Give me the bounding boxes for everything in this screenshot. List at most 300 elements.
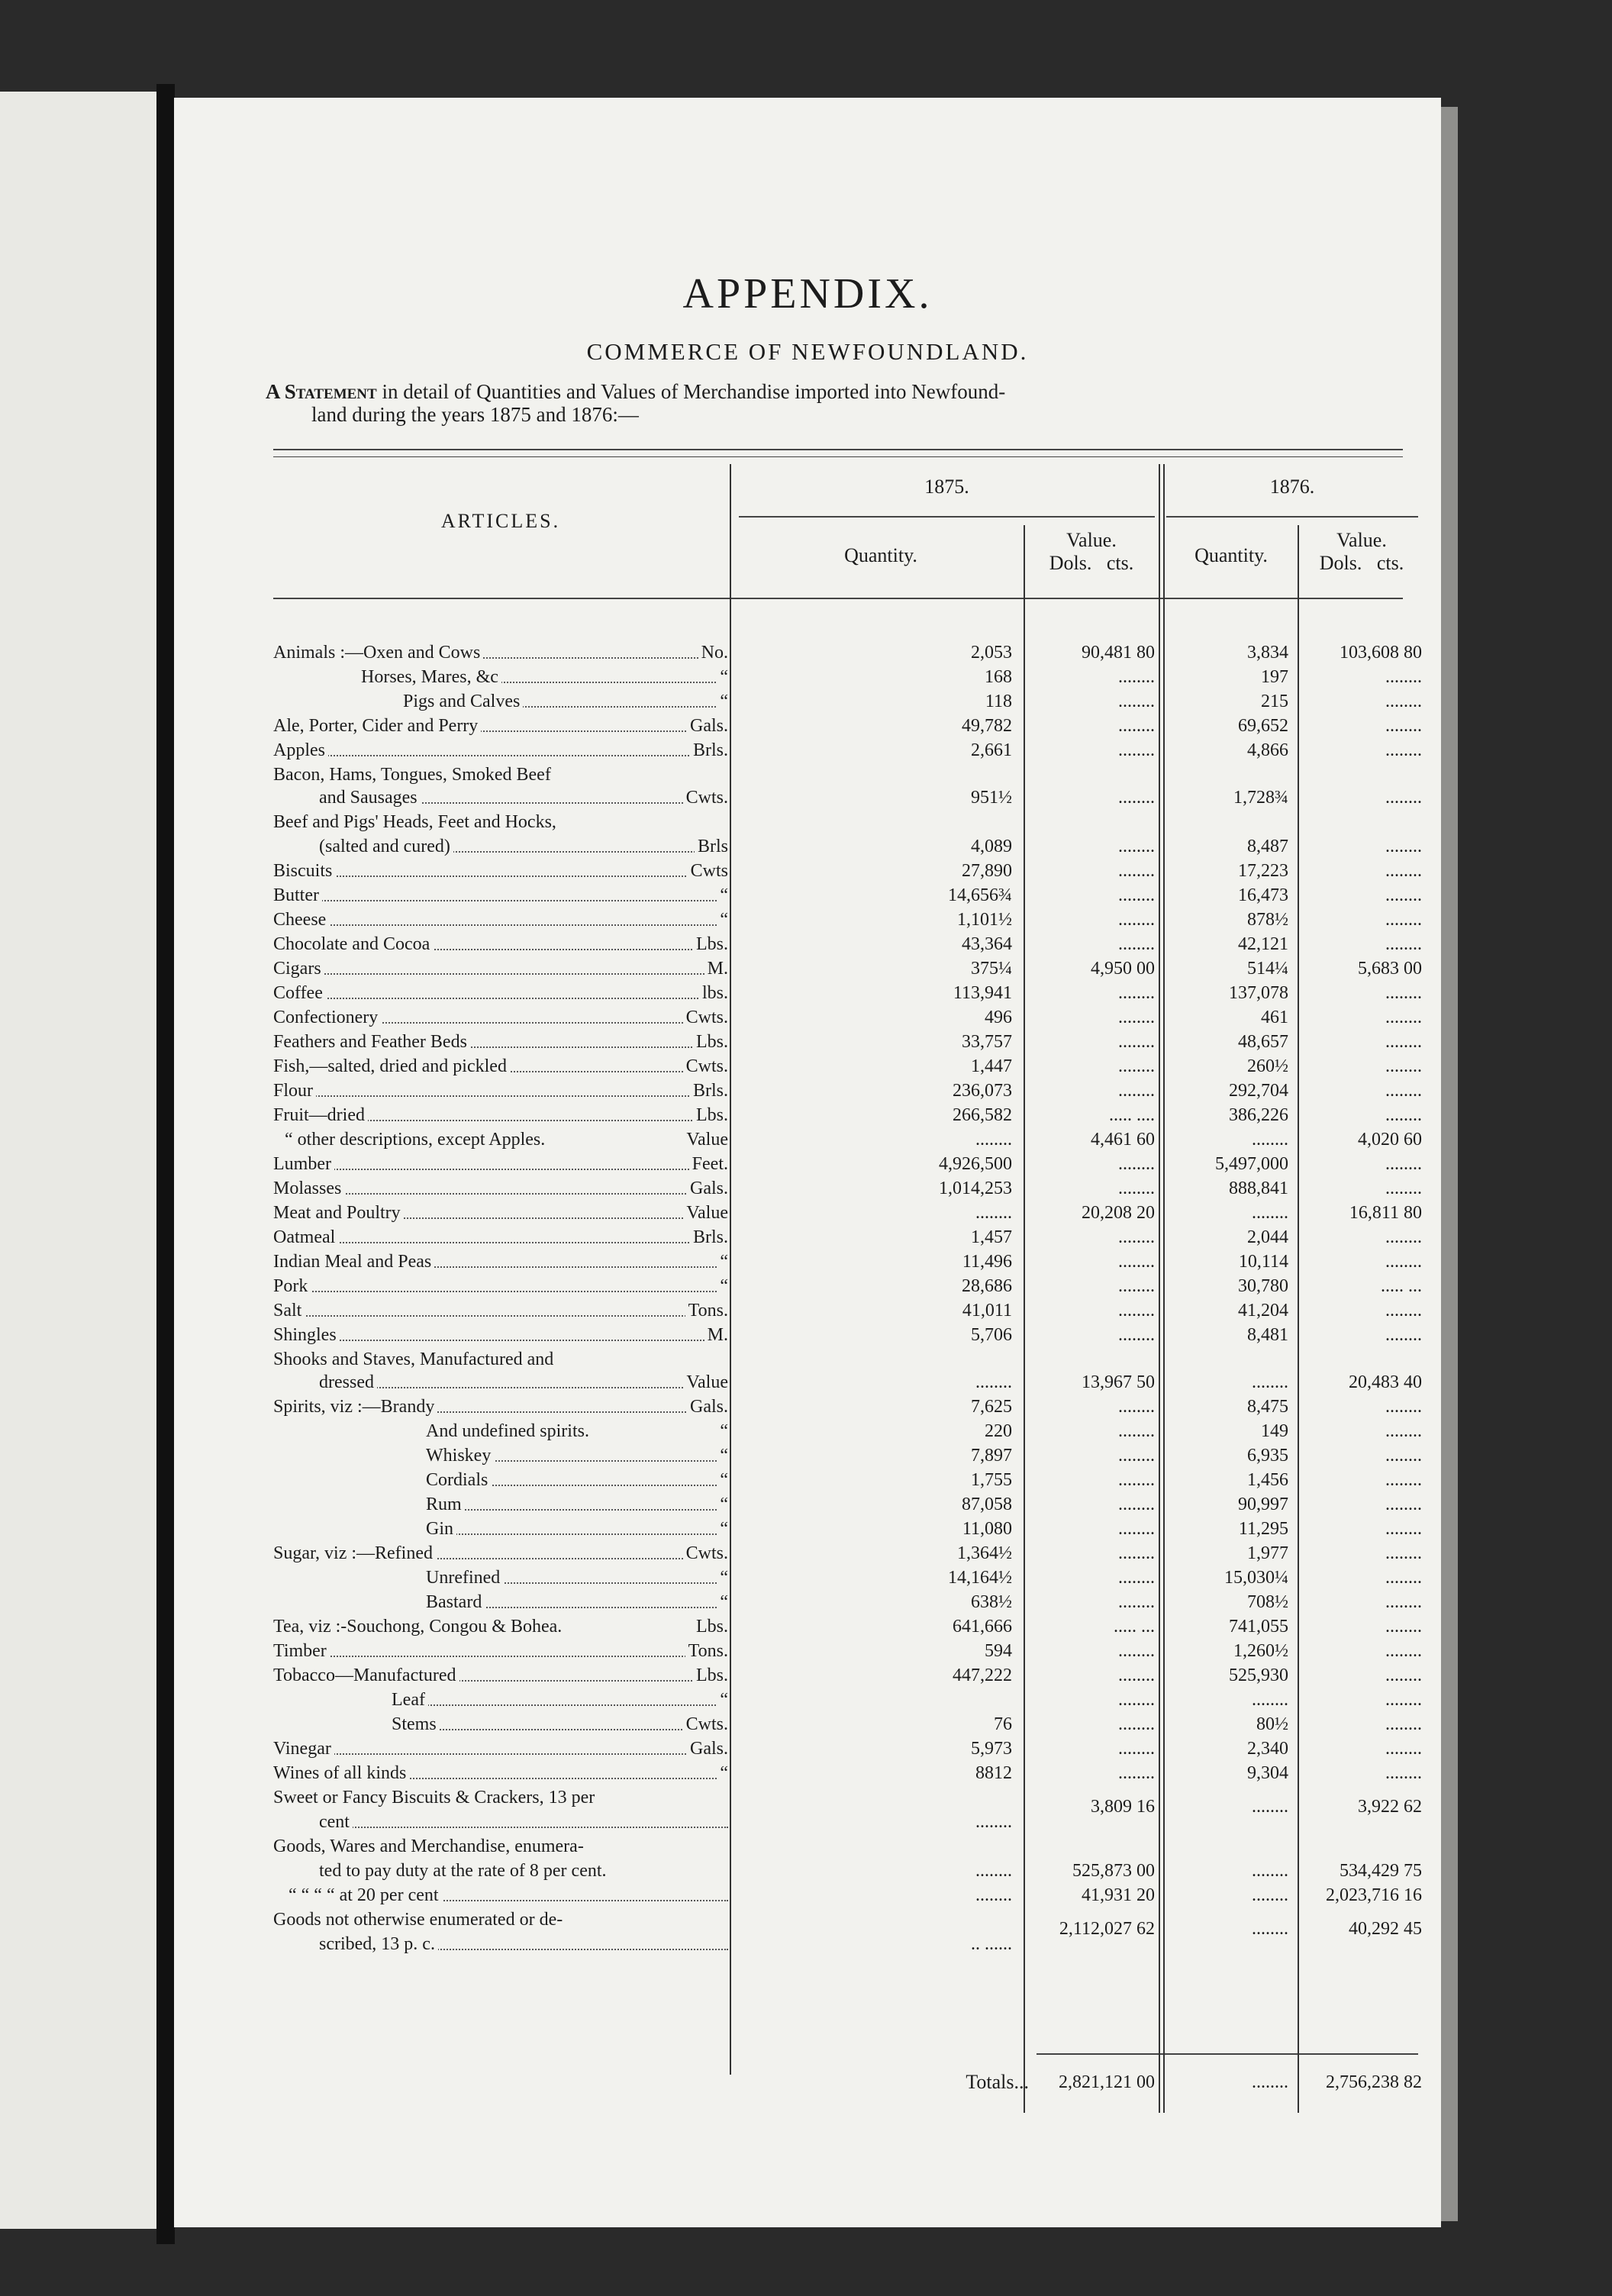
dot-leader: [319, 1387, 728, 1388]
document-page: [174, 98, 1441, 2227]
value-1876-cell: ........: [1385, 1421, 1422, 1441]
quantity-1876-cell: 3,834: [1247, 643, 1288, 663]
intro-continuation: land during the years 1875 and 1876:—: [311, 403, 639, 426]
article-label: Oatmeal: [273, 1227, 338, 1247]
quantity-1875-cell: ........: [975, 1885, 1012, 1905]
dot-leader: [273, 1656, 728, 1657]
intro-rest: in detail of Quantities and Values of Merchandise imported into Newfound-: [376, 380, 1006, 403]
quantity-1875-cell: 11,080: [962, 1519, 1012, 1539]
article-unit: Brls.: [690, 739, 728, 762]
value-1876-header: Value.: [1336, 529, 1387, 551]
quantity-1876-cell: ........: [1252, 1372, 1288, 1392]
quantity-1875-cell: ........: [975, 1130, 1012, 1150]
table-row: [273, 641, 728, 664]
binding-edge: [156, 84, 175, 2244]
value-1875-cell: 2,112,027 62: [1059, 1919, 1155, 1939]
value-1876-cell: 534,429 75: [1340, 1861, 1422, 1881]
value-1875-cell: ........: [1118, 1568, 1155, 1588]
table-row: [273, 1226, 728, 1249]
table-row: [273, 1688, 728, 1711]
article-label: Cordials: [426, 1470, 491, 1490]
table-row: [273, 1811, 728, 1833]
intro-lead: A Statement: [266, 380, 377, 403]
article-label: Tobacco—Manufactured: [273, 1666, 459, 1685]
quantity-1875-cell: 41,011: [962, 1301, 1012, 1321]
article-label: Horses, Mares, &c: [361, 667, 501, 687]
value-1876-cell: ........: [1385, 1592, 1422, 1612]
article-label: Animals :—Oxen and Cows: [273, 643, 483, 663]
value-1876-cell: ........: [1385, 1105, 1422, 1125]
table-row: [273, 1859, 728, 1882]
quantity-1875-cell: 43,364: [962, 934, 1012, 954]
article-unit: “: [717, 1493, 728, 1516]
page-title: APPENDIX.: [682, 270, 933, 318]
table-row: [273, 835, 728, 858]
quantity-1875-cell: 7,897: [971, 1446, 1012, 1466]
quantity-1876-cell: 16,473: [1238, 885, 1288, 905]
dols-cts-1876-header: Dols. cts.: [1319, 552, 1404, 574]
article-label: “ other descriptions, except Apples.: [285, 1130, 548, 1150]
quantity-1875-cell: 594: [985, 1641, 1012, 1661]
quantity-1876-cell: 2,044: [1247, 1227, 1288, 1247]
intro-text: [266, 380, 1334, 426]
value-1876-cell: ........: [1385, 1081, 1422, 1101]
quantity-1876-cell: ........: [1252, 1861, 1288, 1881]
value-1875-cell: 525,873 00: [1072, 1861, 1155, 1881]
article-label: Molasses: [273, 1179, 344, 1198]
quantity-1875-cell: 14,656¾: [948, 885, 1012, 905]
quantity-1876-cell: 1,456: [1247, 1470, 1288, 1490]
table-row: [273, 1030, 728, 1053]
quantity-1876-cell: 90,997: [1238, 1495, 1288, 1514]
value-1875-cell: ........: [1118, 1227, 1155, 1247]
quantity-1875-cell: 28,686: [962, 1276, 1012, 1296]
value-1875-cell: ........: [1118, 1690, 1155, 1710]
value-1875-cell: ........: [1118, 837, 1155, 856]
dols-cts-1875-header: Dols. cts.: [1049, 552, 1134, 574]
quantity-1875-cell: .. ......: [971, 1934, 1012, 1954]
article-unit: Lbs.: [693, 1615, 728, 1638]
article-label: Unrefined: [426, 1568, 503, 1588]
article-label: (salted and cured): [319, 837, 453, 856]
table-row: [273, 884, 728, 907]
year-1875-header: 1875.: [924, 476, 969, 498]
article-unit: Brls.: [690, 1226, 728, 1249]
table-row: [273, 1371, 728, 1394]
table-row: [273, 1299, 728, 1322]
value-1875-cell: 4,461 60: [1091, 1130, 1155, 1150]
table-row: [273, 1128, 728, 1151]
quantity-1876-cell: 41,204: [1238, 1301, 1288, 1321]
article-label: Indian Meal and Peas: [273, 1252, 434, 1272]
article-label: Feathers and Feather Beds: [273, 1032, 470, 1052]
article-unit: “: [717, 1420, 728, 1443]
value-1876-cell: ........: [1385, 692, 1422, 711]
table-row: [273, 1517, 728, 1540]
value-1875-cell: ........: [1118, 1179, 1155, 1198]
value-1875-cell: ........: [1118, 983, 1155, 1003]
quantity-1875-cell: ........: [975, 1203, 1012, 1223]
value-1876-cell: ........: [1385, 1690, 1422, 1710]
value-1875-cell: ........: [1118, 740, 1155, 760]
article-unit: “: [717, 908, 728, 931]
dot-leader: [273, 900, 728, 901]
header-top-rule-2: [273, 456, 1403, 457]
value-1875-cell: ........: [1118, 1325, 1155, 1345]
table-row: [273, 1348, 728, 1371]
value-1875-cell: ........: [1118, 1666, 1155, 1685]
table-row: [273, 1737, 728, 1760]
article-label: Shooks and Staves, Manufactured and: [273, 1350, 556, 1369]
article-unit: “: [717, 1688, 728, 1711]
table-row: [273, 1542, 728, 1565]
quantity-1875-cell: 33,757: [962, 1032, 1012, 1052]
quantity-1876-cell: 741,055: [1229, 1617, 1288, 1637]
article-unit: “: [717, 1566, 728, 1589]
value-1875-cell: ........: [1118, 1008, 1155, 1027]
quantity-1875-cell: 1,364½: [957, 1543, 1012, 1563]
quantity-1876-cell: 10,114: [1238, 1252, 1288, 1272]
quantity-1876-header: Quantity.: [1194, 544, 1268, 566]
quantity-1876-cell: 461: [1261, 1008, 1288, 1027]
quantity-1876-cell: 197: [1261, 667, 1288, 687]
quantity-1875-cell: 118: [985, 692, 1012, 711]
article-unit: Brls.: [690, 1079, 728, 1102]
dot-leader: [273, 1095, 728, 1097]
quantity-1876-cell: 80½: [1256, 1714, 1288, 1734]
header-top-rule: [273, 449, 1403, 450]
value-1875-cell: ..... ....: [1109, 1105, 1155, 1125]
table-row: [273, 1201, 728, 1224]
value-1876-cell: ........: [1385, 1763, 1422, 1783]
quantity-1876-cell: 2,340: [1247, 1739, 1288, 1759]
table-row: [273, 1275, 728, 1298]
quantity-1875-cell: 14,164½: [948, 1568, 1012, 1588]
dot-leader: [273, 755, 728, 756]
article-unit: Cwts.: [683, 1006, 728, 1029]
table-row: [273, 1006, 728, 1029]
quantity-1876-cell: 888,841: [1229, 1179, 1288, 1198]
value-1875-cell: ........: [1118, 1519, 1155, 1539]
quantity-1875-cell: 5,973: [971, 1739, 1012, 1759]
article-label: Rum: [426, 1495, 465, 1514]
quantity-1875-cell: 1,101½: [957, 910, 1012, 930]
value-1875-cell: 13,967 50: [1082, 1372, 1155, 1392]
quantity-1876-cell: 4,866: [1247, 740, 1288, 760]
value-1876-cell: ........: [1385, 837, 1422, 856]
article-unit: Lbs.: [693, 933, 728, 956]
table-row: [273, 1835, 728, 1858]
quantity-1876-cell: 15,030¼: [1224, 1568, 1288, 1588]
article-label: dressed: [319, 1372, 377, 1392]
quantity-1875-cell: 641,666: [953, 1617, 1012, 1637]
dot-leader: [392, 1729, 728, 1730]
article-unit: Cwts.: [683, 786, 728, 809]
table-row: [273, 786, 728, 809]
article-unit: lbs.: [699, 982, 728, 1004]
value-1875-cell: ........: [1118, 1714, 1155, 1734]
value-1876-cell: ........: [1385, 788, 1422, 808]
article-label: Biscuits: [273, 861, 335, 881]
quantity-1875-cell: 447,222: [953, 1666, 1012, 1685]
value-1875-cell: ........: [1118, 1301, 1155, 1321]
quantity-1876-cell: 42,121: [1238, 934, 1288, 954]
value-1876-cell: ........: [1385, 1154, 1422, 1174]
table-row: [273, 1591, 728, 1614]
table-row: [273, 1250, 728, 1273]
article-unit: “: [717, 1517, 728, 1540]
article-label: Cheese: [273, 910, 329, 930]
table-row: [273, 1786, 728, 1809]
article-label: Salt: [273, 1301, 305, 1321]
quantity-1876-cell: 11,295: [1238, 1519, 1288, 1539]
quantity-1875-cell: ........: [975, 1861, 1012, 1881]
value-1876-cell: ........: [1385, 910, 1422, 930]
table-row: [273, 1395, 728, 1418]
table-row: [273, 690, 728, 713]
dot-leader: [273, 1340, 728, 1341]
quantity-1875-cell: 496: [985, 1008, 1012, 1027]
value-1876-cell: ........: [1385, 983, 1422, 1003]
year2-rule: [1166, 516, 1418, 518]
article-unit: “: [717, 666, 728, 688]
value-1875-cell: 41,931 20: [1082, 1885, 1155, 1905]
article-unit: Gals.: [687, 714, 728, 737]
quantity-1876-cell: 708½: [1247, 1592, 1288, 1612]
quantity-1875-header: Quantity.: [844, 544, 917, 566]
value-1876-cell: ........: [1385, 1008, 1422, 1027]
dot-leader: [273, 1242, 728, 1243]
article-label: Ale, Porter, Cider and Perry: [273, 716, 481, 736]
value-1875-header: Value.: [1066, 529, 1117, 551]
article-label: Wines of all kinds: [273, 1763, 409, 1783]
value-1876-cell: ........: [1385, 1495, 1422, 1514]
article-label: Lumber: [273, 1154, 334, 1174]
article-unit: Cwts: [688, 859, 728, 882]
dot-leader: [273, 1315, 728, 1317]
article-unit: Tons.: [685, 1299, 728, 1322]
value-1876-cell: ........: [1385, 740, 1422, 760]
dot-leader: [273, 924, 728, 926]
dot-leader: [273, 1169, 728, 1170]
quantity-1875-cell: 2,661: [971, 740, 1012, 760]
value-1875-cell: ........: [1118, 1641, 1155, 1661]
table-row: [273, 1079, 728, 1102]
table-row: [273, 982, 728, 1004]
value-1876-cell: 16,811 80: [1349, 1203, 1422, 1223]
table-row: [273, 1493, 728, 1516]
page-subtitle: COMMERCE OF NEWFOUNDLAND.: [586, 338, 1029, 365]
article-unit: Lbs.: [693, 1104, 728, 1127]
quantity-1876-cell: 386,226: [1229, 1105, 1288, 1125]
quantity-1876-cell: 292,704: [1229, 1081, 1288, 1101]
article-unit: Gals.: [687, 1177, 728, 1200]
value-1876-cell: 5,683 00: [1358, 959, 1422, 979]
article-unit: Cwts.: [683, 1542, 728, 1565]
value-1876-cell: ........: [1385, 1617, 1422, 1637]
table-row: [273, 1177, 728, 1200]
value-1876-cell: ........: [1385, 885, 1422, 905]
article-label: Sugar, viz :—Refined: [273, 1543, 436, 1563]
totals-label: Totals...: [966, 2071, 1029, 2093]
quantity-1875-cell: 76: [994, 1714, 1012, 1734]
article-label: And undefined spirits.: [426, 1421, 592, 1441]
value-1875-cell: ........: [1118, 910, 1155, 930]
value-1875-cell: ........: [1118, 1592, 1155, 1612]
article-unit: Cwts.: [683, 1713, 728, 1736]
quantity-1876-cell: 69,652: [1238, 716, 1288, 736]
article-label: “ “ “ “ at 20 per cent: [289, 1885, 442, 1905]
value-1876-cell: 4,020 60: [1358, 1130, 1422, 1150]
article-label: Beef and Pigs' Heads, Feet and Hocks,: [273, 812, 559, 832]
article-unit: “: [717, 1469, 728, 1491]
quantity-1876-cell: 8,481: [1247, 1325, 1288, 1345]
col-line-articles: [730, 464, 731, 2075]
table-row: [273, 1566, 728, 1589]
table-row: [273, 859, 728, 882]
quantity-1876-cell: 1,728¾: [1233, 788, 1288, 808]
value-1876-cell: 2,023,716 16: [1326, 1885, 1422, 1905]
table-row: [273, 666, 728, 688]
col-line-q76: [1298, 525, 1299, 2113]
value-1876-cell: ........: [1385, 1227, 1422, 1247]
value-1876-cell: ........: [1385, 1739, 1422, 1759]
table-row: [273, 811, 728, 834]
article-unit: “: [717, 1444, 728, 1467]
quantity-1876-cell: ........: [1252, 1130, 1288, 1150]
value-1876-cell: ........: [1385, 667, 1422, 687]
value-1875-cell: ........: [1118, 1543, 1155, 1563]
value-1875-cell: ........: [1118, 1032, 1155, 1052]
article-unit: “: [717, 1591, 728, 1614]
table-row: [273, 1713, 728, 1736]
quantity-1875-cell: 4,089: [971, 837, 1012, 856]
article-unit: “: [717, 1762, 728, 1785]
value-1875-cell: 90,481 80: [1082, 643, 1155, 663]
article-unit: “: [717, 1275, 728, 1298]
table-row: [273, 1615, 728, 1638]
quantity-1876-cell: 215: [1261, 692, 1288, 711]
dot-leader: [273, 998, 728, 999]
value-1876-cell: ..... ...: [1381, 1276, 1422, 1296]
table-row: [273, 1933, 728, 1956]
quantity-1876-cell: 8,475: [1247, 1397, 1288, 1417]
article-label: Cigars: [273, 959, 324, 979]
quantity-1875-cell: 220: [985, 1421, 1012, 1441]
dot-leader: [426, 1509, 728, 1511]
article-unit: Brls: [695, 835, 728, 858]
value-1876-cell: ........: [1385, 1032, 1422, 1052]
table-row: [273, 1420, 728, 1443]
article-unit: Value: [683, 1201, 728, 1224]
totals-1875-value: 2,821,121 00: [1059, 2072, 1155, 2092]
quantity-1876-cell: 1,260½: [1233, 1641, 1288, 1661]
quantity-1875-cell: 8812: [975, 1763, 1012, 1783]
article-label: Goods not otherwise enumerated or de-: [273, 1910, 566, 1930]
articles-header: ARTICLES.: [440, 510, 561, 532]
header-bottom-rule: [273, 598, 1403, 599]
article-label: Timber: [273, 1641, 330, 1661]
value-1875-cell: 3,809 16: [1091, 1797, 1155, 1817]
article-label: Meat and Poultry: [273, 1203, 404, 1223]
dot-leader: [273, 876, 728, 877]
article-label: Confectionery: [273, 1008, 381, 1027]
quantity-1876-cell: 17,223: [1238, 861, 1288, 881]
article-label: scribed, 13 p. c.: [319, 1934, 438, 1954]
table-row: [273, 1324, 728, 1346]
dot-leader: [426, 1533, 728, 1535]
table-row: [273, 1908, 728, 1931]
quantity-1875-cell: 1,755: [971, 1470, 1012, 1490]
article-unit: Cwts.: [683, 1055, 728, 1078]
quantity-1876-cell: 30,780: [1238, 1276, 1288, 1296]
value-1875-cell: ........: [1118, 1397, 1155, 1417]
quantity-1876-cell: 6,935: [1247, 1446, 1288, 1466]
quantity-1875-cell: 951½: [971, 788, 1012, 808]
table-row: [273, 1104, 728, 1127]
value-1876-cell: ........: [1385, 1470, 1422, 1490]
article-label: Pork: [273, 1276, 311, 1296]
col-line-years: [1159, 464, 1160, 2113]
table-row: [273, 1762, 728, 1785]
article-label: Gin: [426, 1519, 456, 1539]
quantity-1876-cell: 1,977: [1247, 1543, 1288, 1563]
value-1876-cell: ........: [1385, 1714, 1422, 1734]
dot-leader: [392, 1704, 728, 1706]
value-1875-cell: ........: [1118, 1252, 1155, 1272]
value-1875-cell: ........: [1118, 861, 1155, 881]
quantity-1876-cell: ........: [1252, 1797, 1288, 1817]
article-label: Coffee: [273, 983, 326, 1003]
value-1876-cell: ........: [1385, 934, 1422, 954]
article-unit: M.: [704, 1324, 728, 1346]
value-1876-cell: ........: [1385, 1519, 1422, 1539]
quantity-1876-cell: 260½: [1247, 1056, 1288, 1076]
article-label: Stems: [392, 1714, 440, 1734]
quantity-1875-cell: 638½: [971, 1592, 1012, 1612]
value-1876-cell: ........: [1385, 1179, 1422, 1198]
quantity-1875-cell: 375¼: [971, 959, 1012, 979]
value-1876-cell: ........: [1385, 1301, 1422, 1321]
article-unit: M.: [704, 957, 728, 980]
quantity-1876-cell: 8,487: [1247, 837, 1288, 856]
facing-page-edge: [0, 92, 157, 2229]
article-unit: Gals.: [687, 1395, 728, 1418]
dot-leader: [273, 1291, 728, 1292]
article-unit: “: [717, 1250, 728, 1273]
article-unit: Gals.: [687, 1737, 728, 1760]
quantity-1875-cell: 236,073: [953, 1081, 1012, 1101]
dot-leader: [319, 1827, 728, 1828]
quantity-1875-cell: 113,941: [953, 983, 1012, 1003]
totals-1876-value: 2,756,238 82: [1326, 2072, 1422, 2092]
quantity-1875-cell: 1,014,253: [939, 1179, 1012, 1198]
year1-rule: [739, 516, 1155, 518]
article-label: Bacon, Hams, Tongues, Smoked Beef: [273, 765, 554, 785]
value-1875-cell: 20,208 20: [1082, 1203, 1155, 1223]
table-row: [273, 1664, 728, 1687]
quantity-1875-cell: ........: [975, 1372, 1012, 1392]
quantity-1875-cell: 5,706: [971, 1325, 1012, 1345]
article-label: Chocolate and Cocoa: [273, 934, 433, 954]
value-1876-cell: 3,922 62: [1358, 1797, 1422, 1817]
table-row: [273, 1055, 728, 1078]
quantity-1875-cell: 87,058: [962, 1495, 1012, 1514]
quantity-1876-cell: ........: [1252, 1885, 1288, 1905]
table-row: [273, 933, 728, 956]
quantity-1876-cell: ........: [1252, 1919, 1288, 1939]
table-row: [273, 1469, 728, 1491]
